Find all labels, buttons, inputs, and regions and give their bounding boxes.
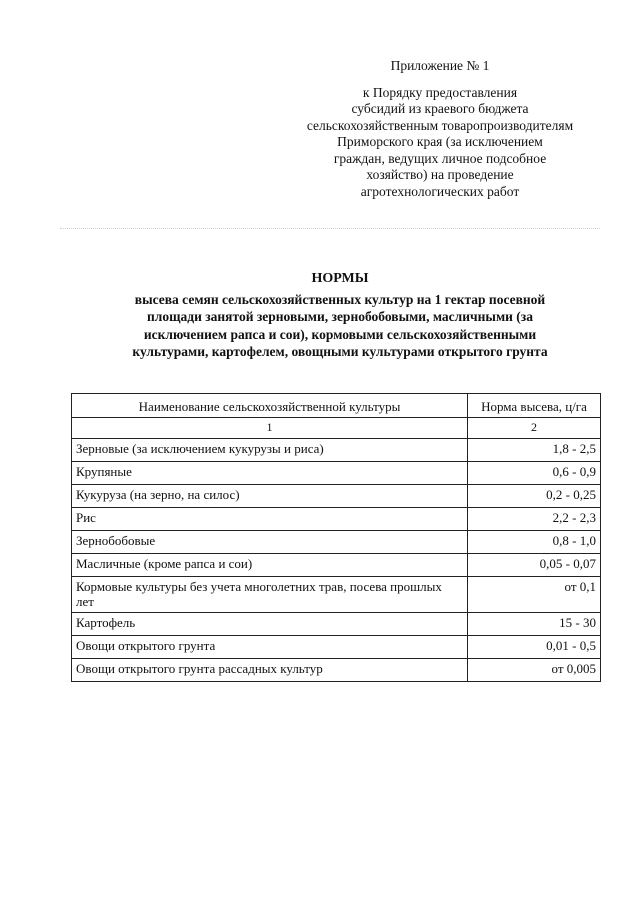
seeding-rate-cell: 1,8 - 2,5 xyxy=(468,438,601,461)
crop-name-cell: Рис xyxy=(72,507,468,530)
seeding-rate-cell: 0,05 - 0,07 xyxy=(468,553,601,576)
annex-line: к Порядку предоставления xyxy=(362,84,518,100)
annex-line: хозяйство) на проведение xyxy=(366,167,514,182)
seeding-rate-cell: 0,6 - 0,9 xyxy=(468,461,601,484)
crop-name-cell: Картофель xyxy=(72,612,468,635)
annex-line: граждан, ведущих личное подсобное xyxy=(333,150,547,166)
seeding-rate-cell: 0,8 - 1,0 xyxy=(468,530,601,553)
column-number: 1 xyxy=(72,417,468,438)
document-heading xyxy=(60,270,620,361)
seeding-rate-cell: 0,01 - 0,5 xyxy=(468,635,601,658)
table-row xyxy=(72,576,601,612)
table-header-row xyxy=(72,394,601,418)
annex-line: субсидий из краевого бюджета xyxy=(351,101,529,116)
norms-table xyxy=(71,393,601,682)
annex-line: Приморского края (за исключением xyxy=(337,134,543,149)
crop-name-cell: Зернобобовые xyxy=(72,530,468,553)
seeding-rate-cell: от 0,005 xyxy=(468,658,601,681)
crop-name-cell: Зерновые (за исключением кукурузы и риса) xyxy=(72,438,468,461)
crop-name-cell: Крупяные xyxy=(72,461,468,484)
annex-title: Приложение № 1 xyxy=(390,58,490,73)
seeding-rate-cell: 0,2 - 0,25 xyxy=(468,484,601,507)
annex-block xyxy=(290,58,590,200)
table-row xyxy=(72,461,601,484)
heading-line: высева семян сельскохозяйственных культур на 1 гектар посевной xyxy=(134,291,546,307)
column-number: 2 xyxy=(468,417,601,438)
table-row xyxy=(72,507,601,530)
table-row xyxy=(72,438,601,461)
table-row xyxy=(72,530,601,553)
table-row xyxy=(72,553,601,576)
scan-artifact-divider xyxy=(60,228,600,231)
heading-line: культурами, картофелем, овощными культурами открытого грунта xyxy=(132,344,548,359)
heading-line: площади занятой зерновыми, зернобобовыми, масличными (за xyxy=(147,309,533,324)
header-seeding-rate: Норма высева, ц/га xyxy=(468,394,601,418)
table-row xyxy=(72,635,601,658)
heading-line: исключением рапса и сои), кормовыми сельскохозяйственными xyxy=(143,326,537,342)
seeding-rate-cell: от 0,1 xyxy=(468,576,601,612)
column-number-row xyxy=(72,417,601,438)
header-crop-name: Наименование сельскохозяйственной культуры xyxy=(72,394,468,418)
seeding-rate-cell: 15 - 30 xyxy=(468,612,601,635)
table-row xyxy=(72,658,601,681)
crop-name-cell: Овощи открытого грунта рассадных культур xyxy=(72,658,468,681)
table-row xyxy=(72,484,601,507)
seeding-rate-cell: 2,2 - 2,3 xyxy=(468,507,601,530)
crop-name-cell: Овощи открытого грунта xyxy=(72,635,468,658)
crop-name-cell: Масличные (кроме рапса и сои) xyxy=(72,553,468,576)
crop-name-cell: Кормовые культуры без учета многолетних трав, посева прошлых лет xyxy=(72,576,468,612)
crop-name-cell: Кукуруза (на зерно, на силос) xyxy=(72,484,468,507)
heading-title: НОРМЫ xyxy=(311,271,369,286)
annex-line: сельскохозяйственным товаропроизводителям xyxy=(306,117,574,133)
annex-line: агротехнологических работ xyxy=(360,183,520,199)
table-row xyxy=(72,612,601,635)
